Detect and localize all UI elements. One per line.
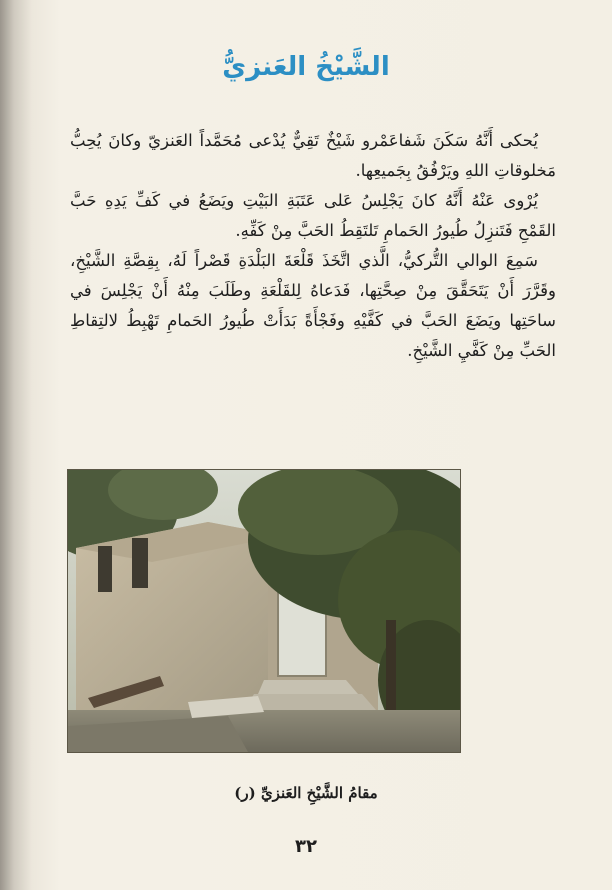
paragraph-2: يُرْوى عَنْهُ أَنَّهُ كانَ يَجْلِسُ عَلى عَتَبَةِ البَيْتِ ويَضَعُ في كَفِّ يَدِهِ حَبَّ القَمْحِ فَتَنزِلُ طُيورُ الحَمامِ تَلتَقِطُ الحَبَّ مِنْ كَفِّهِ. bbox=[70, 191, 556, 240]
story-text bbox=[70, 126, 556, 366]
paragraph-3: سَمِعَ الوالي التُّركيُّ، الَّذي اتَّخَذَ قَلْعَةَ البَلْدَةِ قَصْراً لَهُ، بِقِصَّةِ الشَّيْخِ، وقَرَّرَ أَنْ يَتَحَقَّقَ مِنْ صِحَّتِها، فَدَعاهُ لِلقَلْعَةِ وطَلَبَ مِنْهُ أَنْ يَجْلِسَ في ساحَتِها ويَضَعَ الحَبَّ في كَفَّيْهِ وفَجْأَةً بَدَأَتْ طُيورُ الحَمامِ تَهْبِطُ لالتِقاطِ الحَبِّ مِنْ كَفَّيِ الشَّيْخِ. bbox=[70, 251, 556, 360]
photo-caption: مقامُ الشَّيْخِ العَنزيِّ (ر) bbox=[234, 784, 378, 802]
shrine-photo bbox=[68, 470, 460, 752]
page-number: ٣٢ bbox=[295, 836, 317, 857]
page-title: الشَّيْخُ العَنزيُّ bbox=[222, 52, 390, 82]
paragraph-1: يُحكى أَنَّهُ سَكَنَ شَفاعَمْرو شَيْخٌ تَقِيٌّ يُدْعى مُحَمَّداً العَنزيّ وكانَ يُحِبُّ مَخلوقاتِ اللهِ ويَرْفُقُ بِجَميعِها. bbox=[70, 131, 556, 180]
shrine-photo-illustration bbox=[68, 470, 460, 752]
